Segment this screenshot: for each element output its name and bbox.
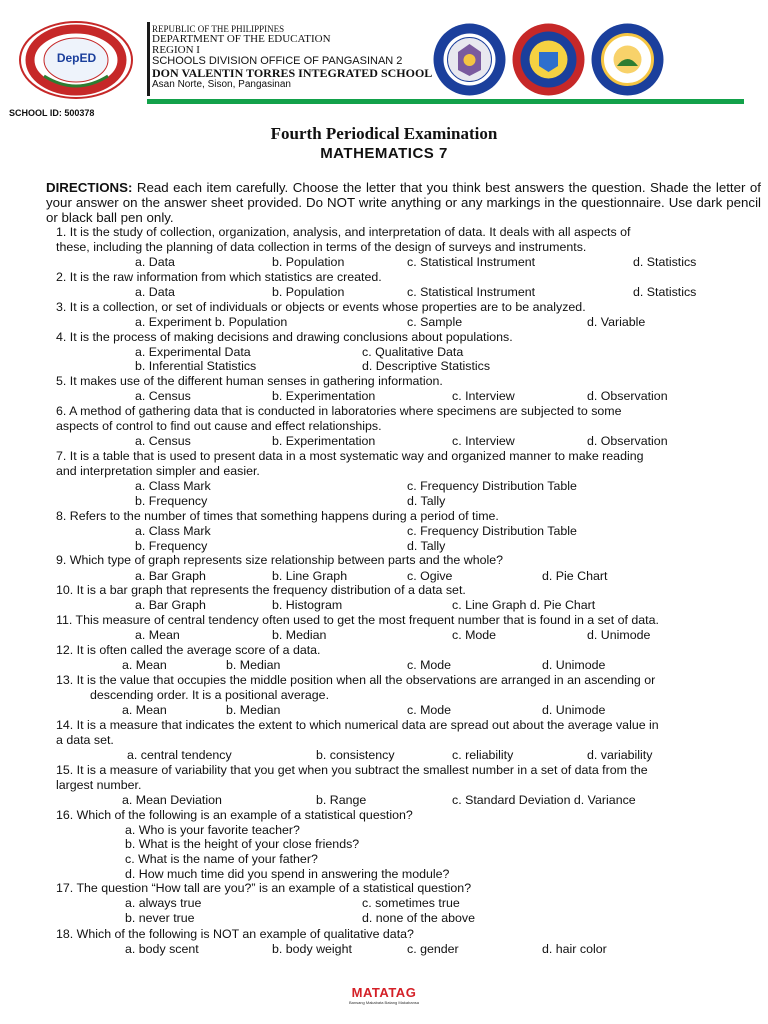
q18-option-a: a. body scent: [125, 942, 199, 956]
q5-option-c: c. Interview: [452, 389, 515, 403]
division-line: SCHOOLS DIVISION OFFICE OF PANGASINAN 2: [152, 55, 403, 67]
q16-option-b: b. What is the height of your close friends?: [125, 837, 360, 851]
question-6-stem-cont: aspects of control to find out cause and effect relationships.: [56, 419, 382, 433]
q7-option-c: c. Frequency Distribution Table: [407, 479, 577, 493]
question-1-stem-cont: these, including the planning of data collection in terms of the design of surveys and instruments.: [56, 240, 587, 254]
deped-school-seal: [19, 21, 134, 99]
region-line: REGION I: [152, 44, 200, 56]
q14-option-c: c. reliability: [452, 748, 514, 762]
q11-option-b: b. Median: [272, 628, 327, 642]
question-6-stem: 6. A method of gathering data that is conducted in laboratories where specimens are subjected to some: [56, 404, 622, 418]
q2-option-a: a. Data: [135, 285, 175, 299]
q14-option-b: b. consistency: [316, 748, 395, 762]
question-9-stem: 9. Which type of graph represents size relationship between parts and the whole?: [56, 553, 504, 567]
question-13-stem-cont: descending order. It is a positional average.: [90, 688, 330, 702]
q18-option-c: c. gender: [407, 942, 459, 956]
q17-option-a: a. always true: [125, 896, 202, 910]
directions: [46, 180, 761, 225]
question-16-stem: 16. Which of the following is an example of a statistical question?: [56, 808, 413, 822]
q4-option-d: d. Descriptive Statistics: [362, 359, 491, 373]
q3-option-ab: a. Experiment b. Population: [135, 315, 288, 329]
school-id: SCHOOL ID: 500378: [9, 108, 95, 118]
pangasinan-division-seal: [590, 22, 665, 97]
question-2-stem: 2. It is the raw information from which statistics are created.: [56, 270, 382, 284]
q7-option-d: d. Tally: [407, 494, 446, 508]
exam-title: Fourth Periodical Examination: [270, 124, 498, 143]
q4-option-b: b. Inferential Statistics: [135, 359, 257, 373]
q5-option-b: b. Experimentation: [272, 389, 376, 403]
directions-text: Read each item carefully. Choose the letter that you think best answers the question. Shade the letter of your answer on the answer sheet provided. Do NOT write anything or any markings in the questionnaire. Use dark pencil or black ball pen only.: [46, 180, 761, 225]
q2-option-d: d. Statistics: [633, 285, 697, 299]
q4-option-c: c. Qualitative Data: [362, 345, 464, 359]
matatag-tagline: Bansang Makabata Batang Makabansa: [348, 1000, 420, 1005]
q16-option-a: a. Who is your favorite teacher?: [125, 823, 300, 837]
q6-option-c: c. Interview: [452, 434, 515, 448]
deped-region-seal: [511, 22, 586, 97]
q18-option-b: b. body weight: [272, 942, 352, 956]
q5-option-a: a. Census: [135, 389, 191, 403]
question-7-stem: 7. It is a table that is used to present data in a most systematic way and organized manner to make reading: [56, 449, 644, 463]
q6-option-a: a. Census: [135, 434, 191, 448]
q2-option-c: c. Statistical Instrument: [407, 285, 536, 299]
question-3-stem: 3. It is a collection, or set of individuals or objects or events whose properties are to be analyzed.: [56, 300, 586, 314]
q4-option-a: a. Experimental Data: [135, 345, 251, 359]
question-5-stem: 5. It makes use of the different human senses in gathering information.: [56, 374, 443, 388]
q12-option-d: d. Unimode: [542, 658, 606, 672]
school-letterhead: [152, 24, 432, 90]
q1-option-c: c. Statistical Instrument: [407, 255, 536, 269]
q10-option-b: b. Histogram: [272, 598, 343, 612]
q2-option-b: b. Population: [272, 285, 345, 299]
q13-option-d: d. Unimode: [542, 703, 606, 717]
q11-option-c: c. Mode: [452, 628, 497, 642]
q3-option-d: d. Variable: [587, 315, 646, 329]
q14-option-a: a. central tendency: [127, 748, 232, 762]
q1-option-a: a. Data: [135, 255, 175, 269]
republic-line: REPUBLIC OF THE PHILIPPINES: [152, 24, 285, 34]
q17-option-c: c. sometimes true: [362, 896, 460, 910]
q15-option-b: b. Range: [316, 793, 367, 807]
q9-option-a: a. Bar Graph: [135, 569, 206, 583]
question-13-stem: 13. It is the value that occupies the middle position when all the observations are arranged in an ascending or: [56, 673, 656, 687]
q7-option-a: a. Class Mark: [135, 479, 211, 493]
exam-subject: MATHEMATICS 7: [320, 145, 448, 162]
school-name: DON VALENTIN TORRES INTEGRATED SCHOOL: [152, 66, 433, 80]
question-12-stem: 12. It is often called the average score of a data.: [56, 643, 321, 657]
matatag-logo: [340, 985, 428, 1005]
q8-option-d: d. Tally: [407, 539, 446, 553]
q9-option-b: b. Line Graph: [272, 569, 348, 583]
header-divider: [147, 22, 150, 96]
q8-option-a: a. Class Mark: [135, 524, 211, 538]
q18-option-d: d. hair color: [542, 942, 607, 956]
q15-option-cd: c. Standard Deviation d. Variance: [452, 793, 636, 807]
q17-option-b: b. never true: [125, 911, 195, 925]
q14-option-d: d. variability: [587, 748, 653, 762]
q12-option-c: c. Mode: [407, 658, 452, 672]
q8-option-b: b. Frequency: [135, 539, 208, 553]
q3-option-c: c. Sample: [407, 315, 463, 329]
matatag-wordmark: MATATAG: [351, 985, 417, 1000]
q13-option-c: c. Mode: [407, 703, 452, 717]
kagawaran-seal: [432, 22, 507, 97]
q17-option-d: d. none of the above: [362, 911, 475, 925]
q10-option-cd: c. Line Graph d. Pie Chart: [452, 598, 596, 612]
q13-option-b: b. Median: [226, 703, 281, 717]
question-14-stem: 14. It is a measure that indicates the extent to which numerical data are spread out about the average value in: [56, 718, 659, 732]
q9-option-c: c. Ogive: [407, 569, 453, 583]
school-address: Asan Norte, Sison, Pangasinan: [152, 79, 291, 90]
q11-option-d: d. Unimode: [587, 628, 651, 642]
question-15-stem: 15. It is a measure of variability that you get when you subtract the smallest number in a set of data from the: [56, 763, 648, 777]
q16-option-d: d. How much time did you spend in answering the module?: [125, 867, 450, 881]
q16-option-c: c. What is the name of your father?: [125, 852, 318, 866]
q6-option-d: d. Observation: [587, 434, 668, 448]
header-green-bar: [147, 99, 744, 104]
department-line: DEPARTMENT OF THE EDUCATION: [152, 33, 331, 45]
q8-option-c: c. Frequency Distribution Table: [407, 524, 577, 538]
q12-option-b: b. Median: [226, 658, 281, 672]
question-11-stem: 11. This measure of central tendency often used to get the most frequent number that is found in a set of data.: [56, 613, 659, 627]
question-18-stem: 18. Which of the following is NOT an example of qualitative data?: [56, 927, 414, 941]
question-1-stem: 1. It is the study of collection, organization, analysis, and interpretation of data. It deals with all aspects of: [56, 225, 631, 239]
q6-option-b: b. Experimentation: [272, 434, 376, 448]
q11-option-a: a. Mean: [135, 628, 180, 642]
q1-option-b: b. Population: [272, 255, 345, 269]
deped-logo-text: DepED: [56, 51, 97, 65]
q1-option-d: d. Statistics: [633, 255, 697, 269]
question-14-stem-cont: a data set.: [56, 733, 114, 747]
question-8-stem: 8. Refers to the number of times that something happens during a period of time.: [56, 509, 499, 523]
q7-option-b: b. Frequency: [135, 494, 208, 508]
question-15-stem-cont: largest number.: [56, 778, 142, 792]
q15-option-a: a. Mean Deviation: [122, 793, 222, 807]
question-17-stem: 17. The question “How tall are you?” is an example of a statistical question?: [56, 881, 472, 895]
q13-option-a: a. Mean: [122, 703, 167, 717]
q5-option-d: d. Observation: [587, 389, 668, 403]
q9-option-d: d. Pie Chart: [542, 569, 608, 583]
question-10-stem: 10. It is a bar graph that represents the frequency distribution of a data set.: [56, 583, 466, 597]
question-4-stem: 4. It is the process of making decisions and drawing conclusions about populations.: [56, 330, 513, 344]
q10-option-a: a. Bar Graph: [135, 598, 206, 612]
question-7-stem-cont: and interpretation simpler and easier.: [56, 464, 260, 478]
q12-option-a: a. Mean: [122, 658, 167, 672]
directions-label: DIRECTIONS:: [46, 180, 133, 195]
